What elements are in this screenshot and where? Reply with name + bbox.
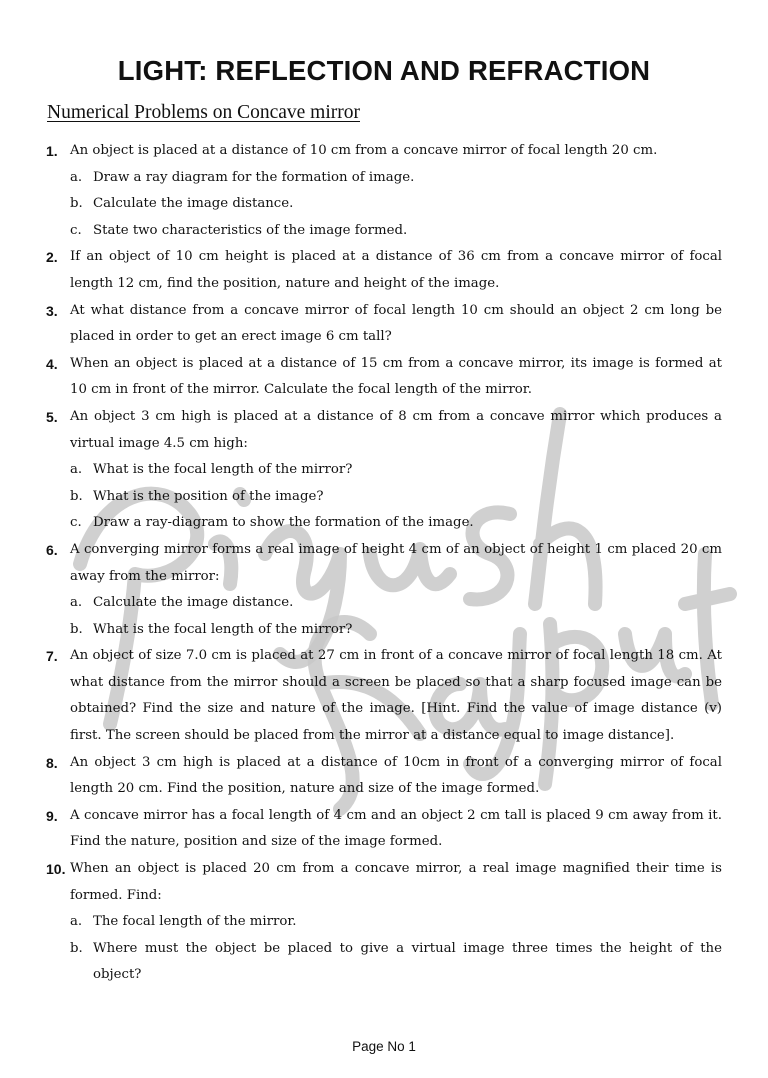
sub-question: [70, 218, 722, 245]
sub-question-letter: a.: [70, 169, 83, 185]
sub-question-list: [70, 457, 722, 537]
sub-question-list: [70, 590, 722, 643]
problem-body: [70, 537, 722, 643]
problem-number: 5.: [46, 408, 58, 425]
sub-question-letter: a.: [70, 914, 83, 930]
problem-item: [46, 404, 722, 537]
sub-question-text: Draw a ray-diagram to show the formation of the image.: [93, 515, 474, 531]
problem-item: [46, 244, 722, 297]
problem-body: [70, 643, 722, 749]
problem-text: An object 3 cm high is placed at a distance of 10cm in front of a converging mirror of focal length 20 cm. Find the position, nature and size of the image formed.: [70, 754, 722, 797]
problem-item: [46, 138, 722, 244]
problem-number: 3.: [46, 302, 58, 319]
sub-question: [70, 909, 722, 936]
problem-number: 4.: [46, 355, 58, 372]
problem-item: [46, 298, 722, 351]
problem-number: 8.: [46, 754, 58, 771]
sub-question-text: Where must the object be placed to give a virtual image three times the height of the object?: [93, 940, 722, 983]
problem-text: A concave mirror has a focal length of 4 cm and an object 2 cm tall is placed 9 cm away from it. Find the nature, position and size of the image formed.: [70, 807, 722, 850]
problem-body: [70, 298, 722, 351]
sub-question-text: Calculate the image distance.: [93, 595, 294, 611]
problem-text: When an object is placed 20 cm from a concave mirror, a real image magnified their time is formed. Find:: [70, 861, 722, 903]
sub-question-letter: b.: [70, 488, 83, 504]
sub-question-text: Calculate the image distance.: [93, 196, 294, 212]
problem-number: 10.: [46, 861, 66, 878]
page-number: Page No 1: [352, 1039, 416, 1054]
problem-text: An object is placed at a distance of 10 cm from a concave mirror of focal length 20 cm.: [70, 143, 658, 158]
sub-question-text: What is the focal length of the mirror?: [93, 462, 353, 478]
problem-list: [46, 138, 722, 989]
sub-question-text: What is the focal length of the mirror?: [93, 621, 353, 637]
sub-question: [70, 457, 722, 484]
problem-body: [70, 351, 722, 404]
problem-body: [70, 244, 722, 297]
problem-text: An object of size 7.0 cm is placed at 27 cm in front of a concave mirror of focal length 18 cm. At what distance from the mirror should a screen be placed so that a sharp focused image can be obtained? Find the size and nature of the image. [Hint. Find the value of image distance (v) first. The screen should be placed from the mirror at a distance equal to image distance].: [70, 648, 722, 744]
sub-question-letter: a.: [70, 595, 83, 611]
problem-number: 1.: [46, 143, 58, 159]
sub-question-text: State two characteristics of the image formed.: [93, 222, 408, 238]
problem-item: [46, 643, 722, 749]
problem-item: [46, 856, 722, 989]
sub-question-text: Draw a ray diagram for the formation of image.: [93, 169, 415, 185]
problem-text: At what distance from a concave mirror of focal length 10 cm should an object 2 cm long be placed in order to get an erect image 6 cm tall?: [70, 302, 722, 345]
problem-body: [70, 750, 722, 803]
document-title: LIGHT: REFLECTION AND REFRACTION: [117, 55, 651, 86]
problem-text: If an object of 10 cm height is placed at a distance of 36 cm from a concave mirror of focal length 12 cm, find the position, nature and height of the image.: [70, 249, 722, 291]
problem-text: An object 3 cm high is placed at a distance of 8 cm from a concave mirror which produces a virtual image 4.5 cm high:: [70, 408, 722, 451]
sub-question-letter: a.: [70, 462, 83, 478]
document-page: [0, 54, 768, 989]
problem-number: 2.: [46, 249, 58, 266]
problem-item: [46, 351, 722, 404]
sub-question-letter: b.: [70, 621, 83, 637]
sub-question: [70, 617, 722, 644]
problem-item: [46, 537, 722, 643]
problem-number: 6.: [46, 541, 58, 558]
sub-question-text: The focal length of the mirror.: [93, 914, 297, 930]
problem-body: [70, 404, 722, 537]
sub-question: [70, 510, 722, 537]
problem-body: [70, 803, 722, 856]
sub-question-letter: b.: [70, 940, 83, 956]
sub-question-letter: c.: [70, 515, 82, 531]
section-heading: Numerical Problems on Concave mirror: [47, 102, 360, 123]
sub-question: [70, 590, 722, 617]
problem-text: A converging mirror forms a real image of height 4 cm of an object of height 1 cm placed 20 cm away from the mirror:: [70, 541, 722, 584]
sub-question: [70, 936, 722, 989]
sub-question: [70, 484, 722, 511]
problem-number: 7.: [46, 648, 58, 665]
sub-question-list: [70, 165, 722, 245]
sub-question-list: [70, 909, 722, 989]
sub-question-letter: b.: [70, 196, 83, 212]
problem-number: 9.: [46, 807, 58, 824]
sub-question-letter: c.: [70, 222, 82, 238]
problem-item: [46, 803, 722, 856]
sub-question: [70, 191, 722, 218]
problem-body: [70, 856, 722, 989]
sub-question-text: What is the position of the image?: [93, 488, 324, 504]
problem-item: [46, 750, 722, 803]
sub-question: [70, 165, 722, 192]
problem-text: When an object is placed at a distance of 15 cm from a concave mirror, its image is formed at 10 cm in front of the mirror. Calculate the focal length of the mirror.: [70, 355, 722, 398]
problem-body: [70, 138, 722, 244]
